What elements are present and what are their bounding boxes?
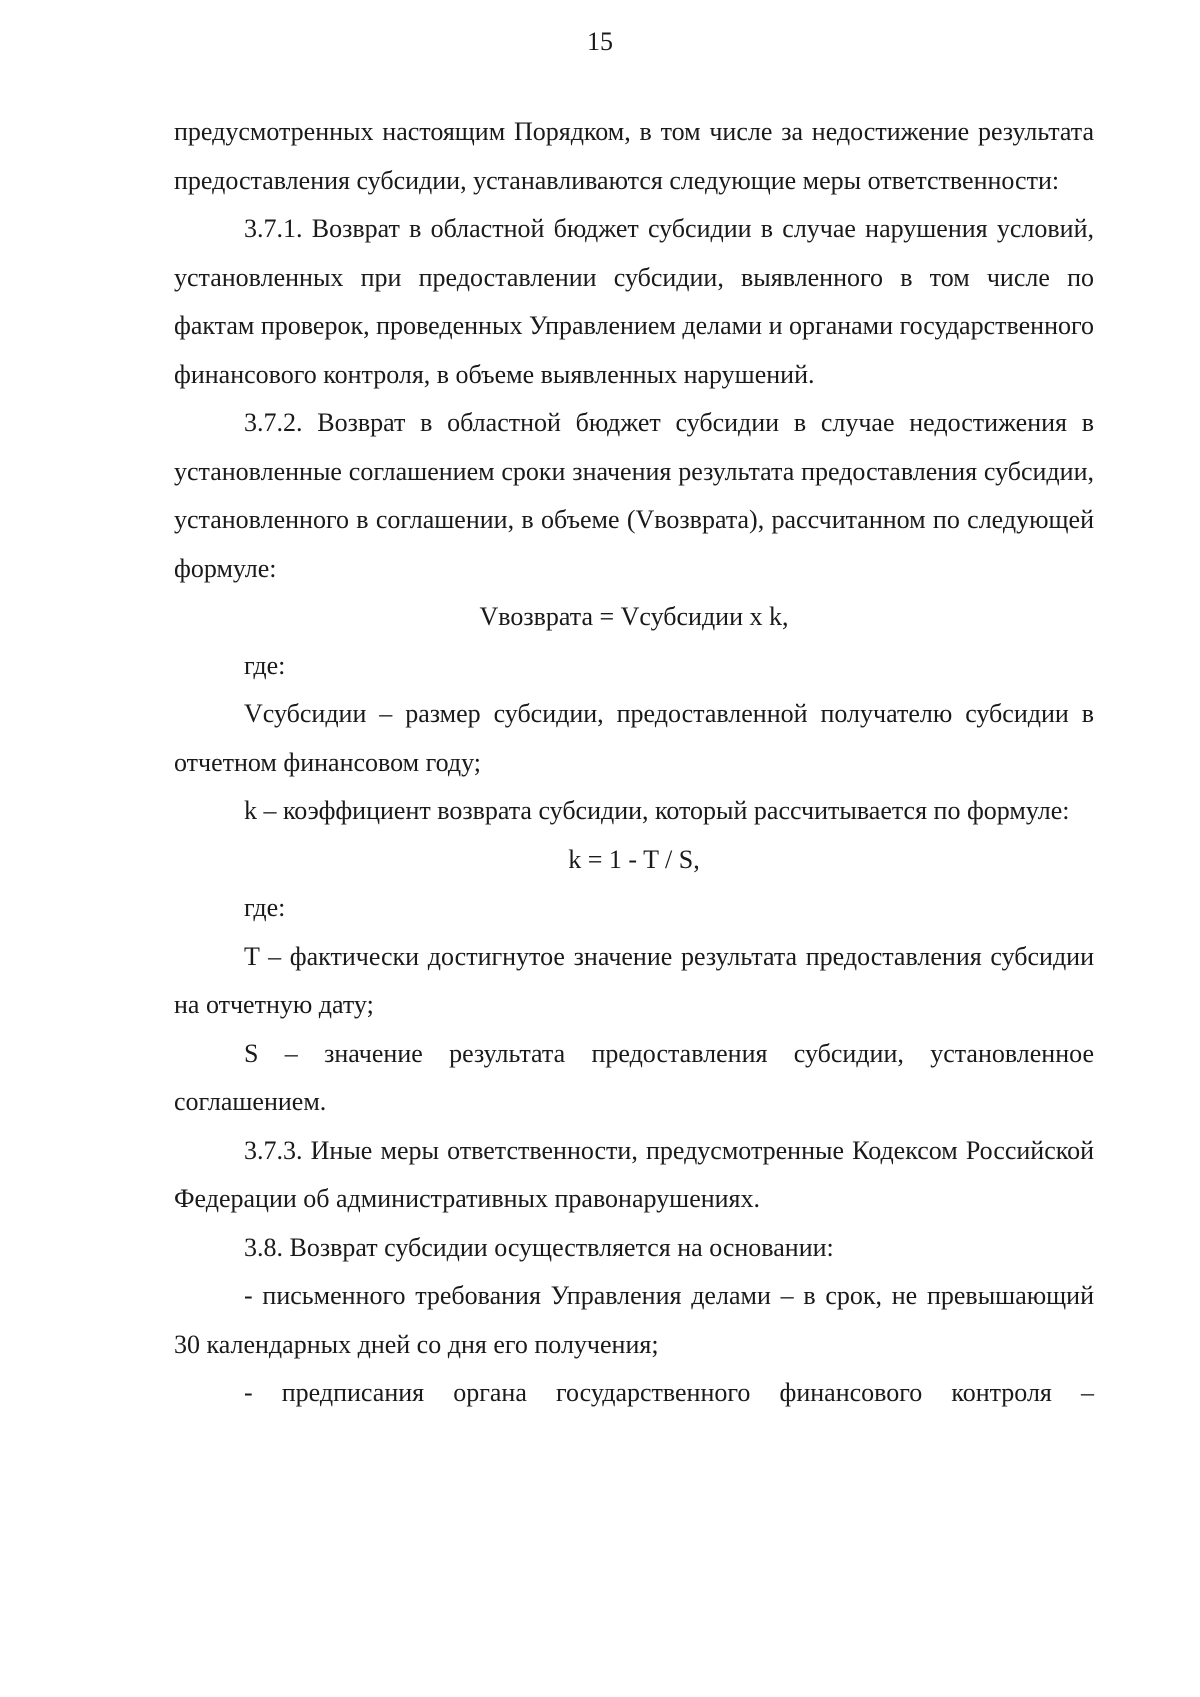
formula-k: k = 1 - T / S,	[568, 844, 700, 874]
list-item-order: - предписания органа государственного финансового контроля –	[244, 1378, 1094, 1407]
definition-k: k – коэффициент возврата субсидии, который рассчитывается по формуле:	[244, 796, 1070, 825]
paragraph-continuation: предусмотренных настоящим Порядком, в том числе за недостижение результата предоставления субсидии, устанавливаются следующие меры ответственности:	[174, 117, 1094, 195]
definition-s: S – значение результата предоставления субсидии, установленное соглашением.	[174, 1038, 1094, 1116]
formula-vozvrata: Vвозврата = Vсубсидии x k,	[479, 602, 789, 631]
list-item-written-demand: - письменного требования Управления делами – в срок, не превышающий 30 календарных дней со дня его получения;	[174, 1281, 1094, 1359]
definition-t: T – фактически достигнутое значение результата предоставления субсидии на отчетную дату;	[174, 941, 1094, 1019]
document-body	[174, 108, 1094, 1418]
paragraph-3-7-2: 3.7.2. Возврат в областной бюджет субсидии в случае недостижения в установленные соглашением сроки значения результата предоставления субсидии, установленного в соглашении, в объеме (Vвозврата), рассчитанном по следующей формуле:	[174, 408, 1094, 583]
paragraph-3-7-3: 3.7.3. Иные меры ответственности, предусмотренные Кодексом Российской Федерации об административных правонарушениях.	[174, 1135, 1094, 1213]
where-label: где:	[244, 650, 286, 680]
where-label: где:	[244, 893, 286, 922]
definition-vsubsidii: Vсубсидии – размер субсидии, предоставленной получателю субсидии в отчетном финансовом году;	[174, 699, 1094, 777]
paragraph-3-7-1: 3.7.1. Возврат в областной бюджет субсидии в случае нарушения условий, установленных при предоставлении субсидии, выявленного в том числе по фактам проверок, проведенных Управлением делами и органами государственного финансового контроля, в объеме выявленных нарушений.	[174, 214, 1094, 389]
paragraph-3-8: 3.8. Возврат субсидии осуществляется на основании:	[244, 1232, 834, 1262]
page-number: 15	[587, 27, 613, 56]
